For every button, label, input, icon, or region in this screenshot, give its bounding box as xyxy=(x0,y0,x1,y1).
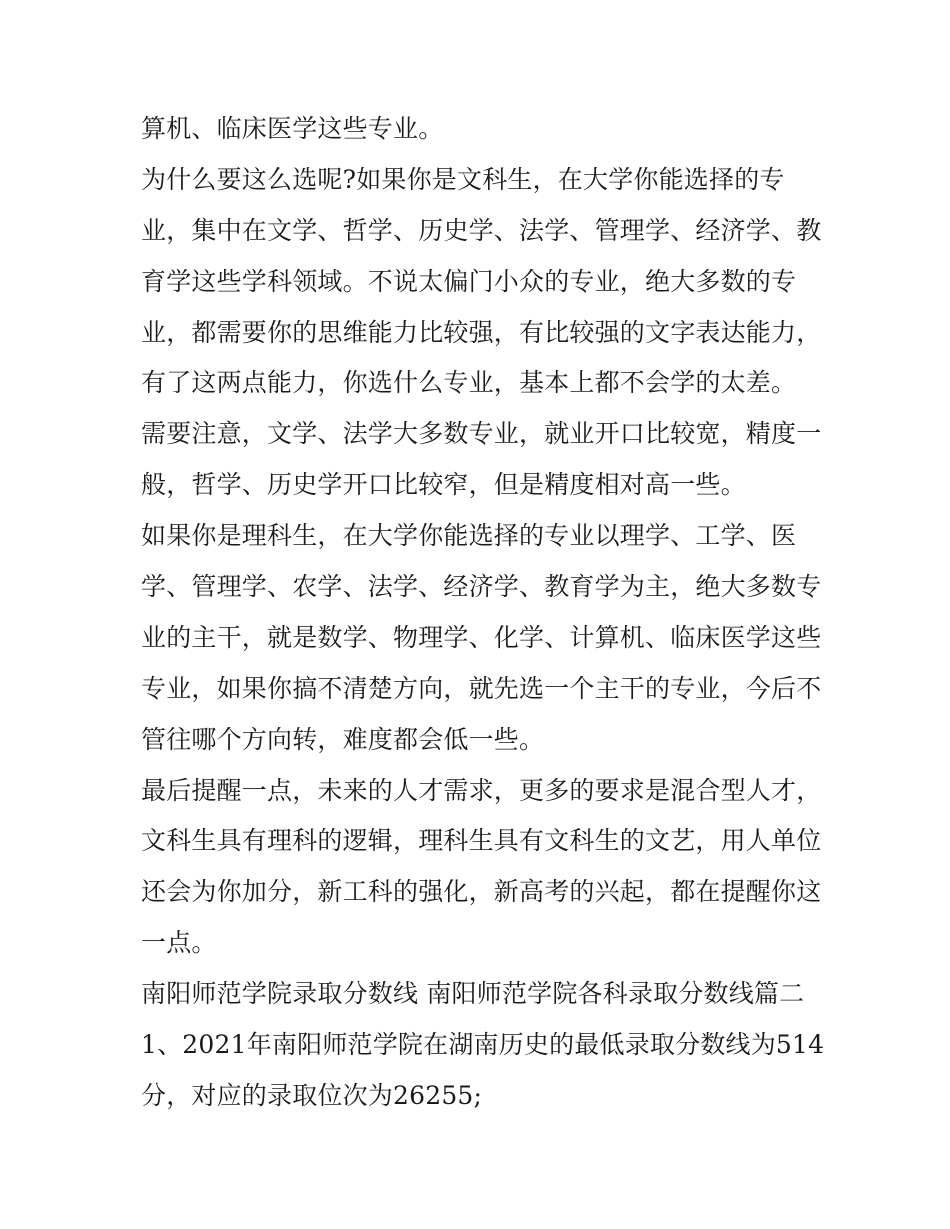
text-line: 一点。 xyxy=(141,928,217,958)
text-line: 还会为你加分，新工科的强化，新高考的兴起，都在提醒你这 xyxy=(141,877,822,907)
text-line: 业，集中在文学、哲学、历史学、法学、管理学、经济学、教 xyxy=(141,215,822,245)
text-line: 最后提醒一点，未来的人才需求，更多的要求是混合型人才， xyxy=(141,775,822,805)
text-line: 如果你是理科生，在大学你能选择的专业以理学、工学、医 xyxy=(141,521,797,551)
text-line: 育学这些学科领域。不说太偏门小众的专业，绝大多数的专 xyxy=(141,266,797,296)
text-line: 有了这两点能力，你选什么专业，基本上都不会学的太差。 xyxy=(141,368,797,398)
text-line: 算机、临床医学这些专业。 xyxy=(141,114,444,143)
text-line: 学、管理学、农学、法学、经济学、教育学为主，绝大多数专 xyxy=(141,572,822,602)
text-line: 为什么要这么选呢?如果你是文科生，在大学你能选择的专 xyxy=(141,164,785,194)
text-line: 业的主干，就是数学、物理学、化学、计算机、临床医学这些 xyxy=(141,622,822,652)
text-line: 管往哪个方向转，难度都会低一些。 xyxy=(141,724,545,754)
text-line: 般，哲学、历史学开口比较窄，但是精度相对高一些。 xyxy=(141,470,746,500)
text-line: 1、2021年南阳师范学院在湖南历史的最低录取分数线为514 xyxy=(141,1030,825,1060)
text-line: 业，都需要你的思维能力比较强，有比较强的文字表达能力， xyxy=(141,317,822,347)
text-line: 文科生具有理科的逻辑，理科生具有文科生的文艺，用人单位 xyxy=(141,826,822,856)
text-line: 专业，如果你搞不清楚方向，就先选一个主干的专业，今后不 xyxy=(141,673,822,703)
text-line: 分，对应的录取位次为26255; xyxy=(141,1080,483,1110)
document-body xyxy=(141,104,825,1122)
section-heading: 南阳师范学院录取分数线 南阳师范学院各科录取分数线篇二 xyxy=(141,979,805,1009)
text-line: 需要注意，文学、法学大多数专业，就业开口比较宽，精度一 xyxy=(141,419,822,449)
